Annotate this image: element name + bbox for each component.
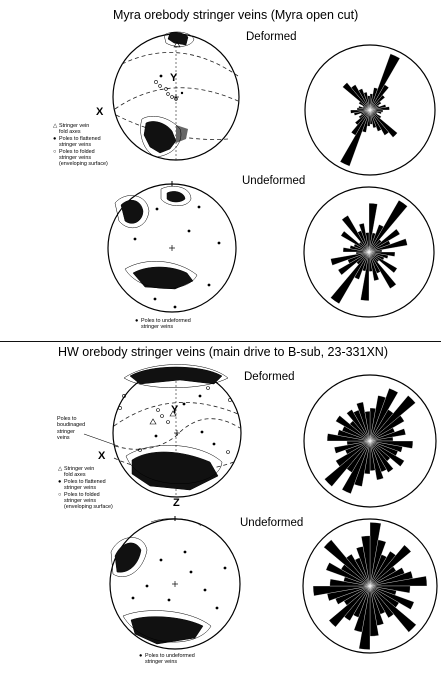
triangle-icon: △	[58, 466, 63, 472]
section-title-myra: Myra orebody stringer veins (Myra open cut)	[113, 8, 359, 22]
legend-item: ○ Poles to folded stringer veins (enveloping surface)	[58, 491, 113, 511]
section-divider	[0, 341, 441, 342]
axis-label-x-hw: X	[98, 450, 106, 462]
axis-label-z-hw: Z	[173, 497, 180, 509]
axis-label-y-myra: Y	[170, 72, 178, 84]
legend-myra-deformed	[53, 123, 115, 168]
legend-myra-undeformed	[135, 318, 215, 331]
legend-item: ● Poles to undeformed stringer veins	[139, 653, 195, 666]
rose-diagram-hw-undeformed	[301, 517, 439, 655]
dot-icon: ●	[135, 318, 139, 324]
legend-item: ● Poles to flattened stringer veins	[53, 135, 101, 149]
circle-icon: ○	[58, 491, 62, 498]
legend-item: ● Poles to flattened stringer veins	[58, 478, 106, 492]
undeformed-label-hw: Undeformed	[240, 517, 304, 529]
rose-diagram-hw-deformed	[302, 373, 438, 509]
axis-label-y-hw: Y	[171, 404, 179, 416]
legend-hw-deformed	[58, 466, 120, 511]
legend-item: ○ Poles to folded stringer veins (enveloping surface)	[53, 148, 108, 168]
stereonet-myra-deformed	[110, 31, 242, 163]
rose-diagram-myra-undeformed	[302, 185, 436, 319]
pointer-line	[84, 432, 124, 452]
legend-item: △ Stringer vein fold axes	[58, 466, 95, 479]
deformed-label-myra: Deformed	[246, 31, 297, 43]
dot-icon: ●	[139, 653, 143, 659]
dot-icon: ●	[53, 135, 57, 142]
legend-item: △ Stringer vein fold axes	[53, 123, 90, 136]
stereonet-hw-deformed	[110, 366, 244, 500]
section-title-hw: HW orebody stringer veins (main drive to B-sub, 23-331XN)	[58, 345, 388, 359]
deformed-label-hw: Deformed	[244, 371, 295, 383]
undeformed-label-myra: Undeformed	[242, 175, 306, 187]
legend-hw-undeformed	[139, 653, 219, 666]
triangle-icon: △	[53, 123, 58, 129]
stereonet-myra-undeformed	[105, 181, 239, 315]
stereonet-hw-undeformed	[107, 516, 243, 652]
axis-label-x-myra: X	[96, 106, 104, 118]
rose-diagram-myra-deformed	[303, 43, 437, 177]
side-note-boudinaged: Poles to boudinaged stringer veins	[57, 416, 86, 442]
circle-icon: ○	[53, 148, 57, 155]
legend-item: ● Poles to undeformed stringer veins	[135, 318, 191, 331]
dot-icon: ●	[58, 478, 62, 485]
